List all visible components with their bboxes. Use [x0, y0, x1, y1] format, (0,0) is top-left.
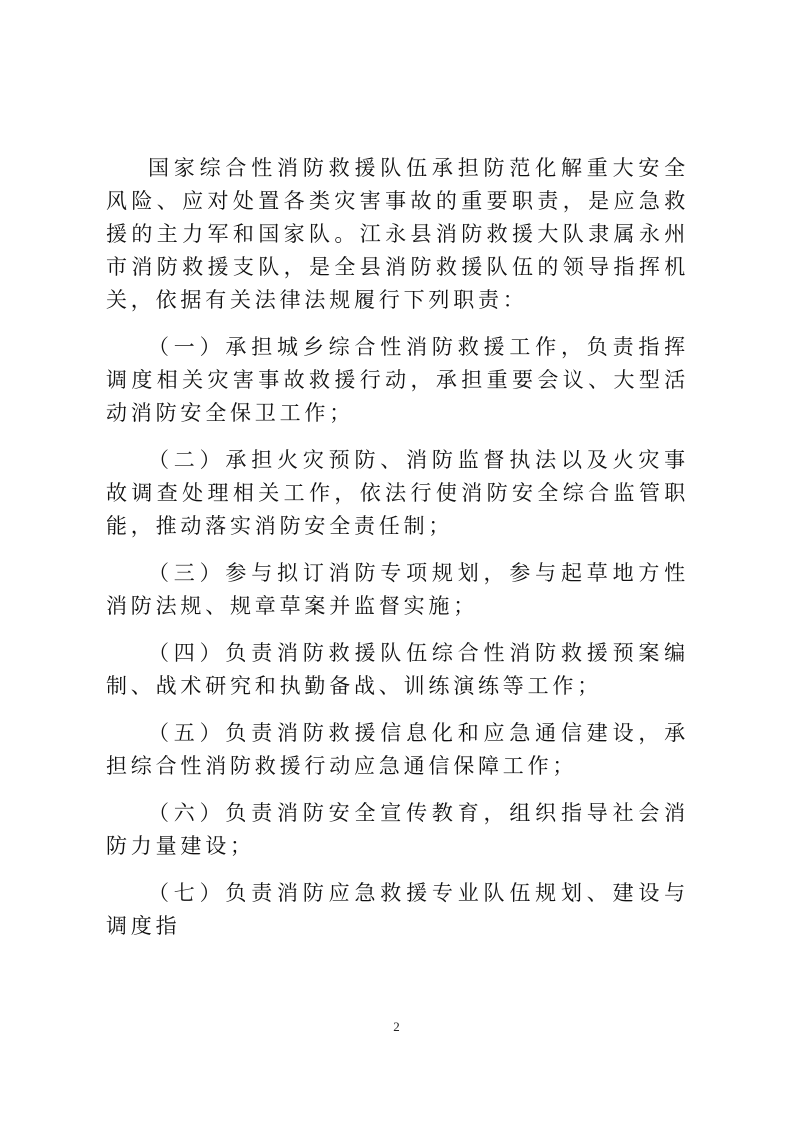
body-text — [106, 152, 689, 943]
intro-paragraph: 国家综合性消防救援队伍承担防范化解重大安全风险、应对处置各类灾害事故的重要职责，是应急救援的主力军和国家队。江永县消防救援大队隶属永州市消防救援支队，是全县消防救援队伍的领导指挥机关，依据有关法律法规履行下列职责： — [106, 156, 689, 312]
duty-item-2: （二）承担火灾预防、消防监督执法以及火灾事故调查处理相关工作，依法行使消防安全综合监管职能，推动落实消防安全责任制； — [106, 448, 689, 538]
duty-item-1: （一）承担城乡综合性消防救援工作，负责指挥调度相关灾害事故救援行动，承担重要会议、大型活动消防安全保卫工作； — [106, 335, 689, 425]
duty-item-7: （七）负责消防应急救援专业队伍规划、建设与调度指 — [106, 881, 689, 938]
duty-item-6: （六）负责消防安全宣传教育，组织指导社会消防力量建设； — [106, 801, 689, 858]
duty-item-5: （五）负责消防救援信息化和应急通信建设，承担综合性消防救援行动应急通信保障工作； — [106, 721, 689, 778]
duty-item-3: （三）参与拟订消防专项规划，参与起草地方性消防法规、规章草案并监督实施； — [106, 561, 689, 618]
duty-item-4: （四）负责消防救援队伍综合性消防救援预案编制、战术研究和执勤备战、训练演练等工作； — [106, 641, 689, 698]
page-number: 2 — [393, 1019, 400, 1034]
